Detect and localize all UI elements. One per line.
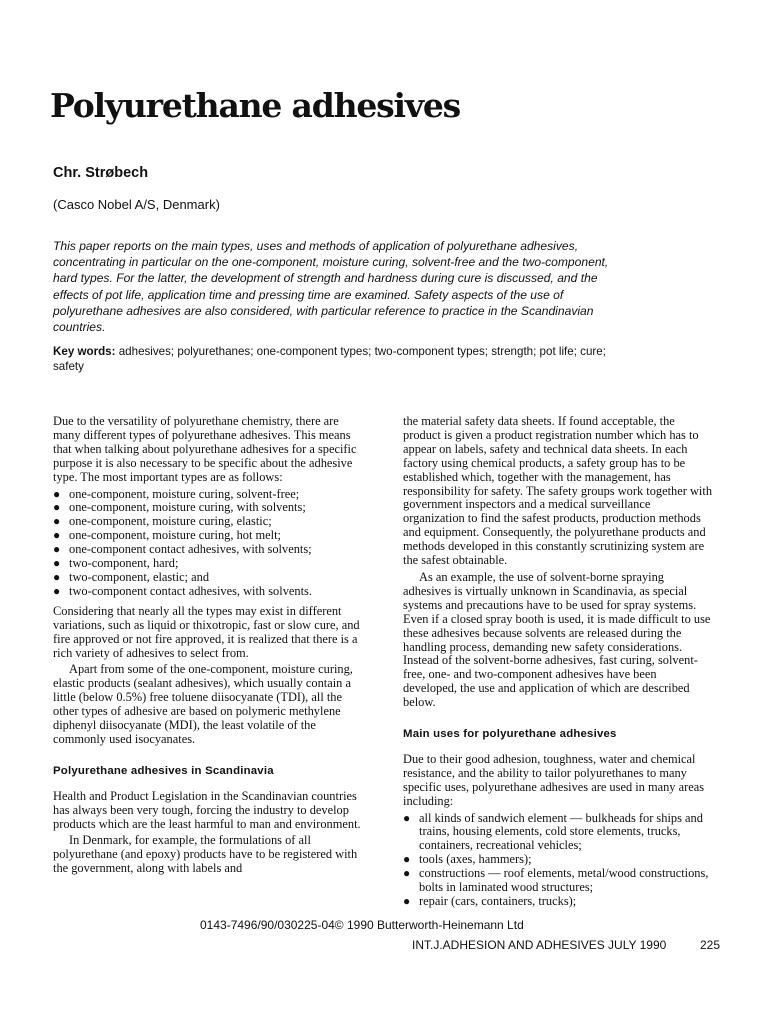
list-item: ● one-component, moisture curing, elastic; xyxy=(53,514,272,529)
journal-footer: INT.J.ADHESION AND ADHESIVES JULY 1990 xyxy=(412,938,667,952)
body-paragraph: As an example, the use of solvent-borne spraying adhesives is virtually unknown in Scandinavia, as special systems and precautions have to be used for spray systems. Even if a closed spray booth is used, it is made difficult to use these adhesives because solvents are released during the handling process, demanding new safety considerations. Instead of the solvent-borne adhesives, fast curing, solvent-free, one- and two-component adhesives have been developed, the use and application of which are described below. xyxy=(403,569,711,710)
list-item: ● two-component, hard; xyxy=(53,556,179,571)
keywords-label: Key words: xyxy=(53,345,116,358)
bullet-icon: ● xyxy=(53,500,61,515)
section-heading: Polyurethane adhesives in Scandinavia xyxy=(53,764,274,777)
right-column xyxy=(403,415,713,915)
list-item: ● all kinds of sandwich element — bulkheads for ships and trains, housing elements, cold store elements, trucks, containers, recreational vehicles; xyxy=(403,810,703,853)
body-paragraph: Health and Product Legislation in the Scandinavian countries has always been very tough, forcing the industry to develop products which are the least harmful to man and environment. xyxy=(53,788,361,831)
page-number: 225 xyxy=(700,938,721,952)
section-heading: Main uses for polyurethane adhesives xyxy=(403,728,617,741)
list-item: ● tools (axes, hammers); xyxy=(403,852,532,867)
list-item: ● one-component, moisture curing, hot melt; xyxy=(53,528,281,543)
bullet-icon: ● xyxy=(403,810,411,825)
bullet-icon: ● xyxy=(53,542,61,557)
bullet-icon: ● xyxy=(403,866,411,881)
bullet-icon: ● xyxy=(403,894,411,908)
list-item: ● two-component, elastic; and xyxy=(53,569,210,584)
author-name: Chr. Strøbech xyxy=(53,165,149,181)
bullet-icon: ● xyxy=(53,528,61,543)
body-paragraph: Apart from some of the one-component, moisture curing, elastic products (sealant adhesives), which usually contain a little (below 0.5%) free toluene diisocyanate (TDI), all the other types of adhesive are based on polymeric methylene diphenyl diisocyanate (MDI), the least volatile of the commonly used isocyanates. xyxy=(53,662,353,746)
list-item: ● constructions — roof elements, metal/wood constructions, bolts in laminated wood structures; xyxy=(403,866,709,895)
keywords-text: adhesives; polyurethanes; one-component types; two-component types; strength; pot life; cure; safety xyxy=(53,345,606,373)
author-affiliation: (Casco Nobel A/S, Denmark) xyxy=(53,197,220,212)
abstract: This paper reports on the main types, uses and methods of application of polyurethane adhesives, concentrating in particular on the one-component, moisture curing, solvent-free and the two-component, hard types. For the latter, the development of strength and hardness during cure is discussed, and the effects of pot life, application time and pressing time are examined. Safety aspects of the use of polyurethane adhesives are also considered, with particular reference to practice in the Scandinavian countries. xyxy=(53,239,609,335)
paper-title: Polyurethane adhesives xyxy=(50,86,461,125)
keywords xyxy=(53,344,613,374)
body-paragraph: the material safety data sheets. If found acceptable, the product is given a product registration number which has to appear on labels, safety and technical data sheets. In each factory using chemical products, a safety group has to be established which, together with the management, has responsibility for safety. The safety groups work together with government inspectors and a medical surveillance organization to find the safest products, production methods and equipment. Consequently, the polyurethane products and methods developed in this constantly scrutinizing system are the safest obtainable. xyxy=(403,414,713,568)
list-item: ● two-component contact adhesives, with solvents. xyxy=(53,583,312,598)
list-item: ● one-component, moisture curing, with solvents; xyxy=(53,500,306,515)
list-item: ● one-component contact adhesives, with solvents; xyxy=(53,542,312,557)
body-paragraph: Due to their good adhesion, toughness, water and chemical resistance, and the ability to tailor polyurethanes to many specific uses, polyurethane adhesives are used in many areas including: xyxy=(403,751,705,808)
bullet-icon: ● xyxy=(53,486,61,501)
body-paragraph: Considering that nearly all the types may exist in different variations, such as liquid or thixotropic, fast or slow cure, and fire approved or not fire approved, it is realized that there is a rich variety of adhesives to select from. xyxy=(53,603,360,660)
list-item: ● one-component, moisture curing, solvent-free; xyxy=(53,486,300,501)
bullet-icon: ● xyxy=(53,556,61,571)
adhesive-types-list xyxy=(53,488,363,599)
bullet-icon: ● xyxy=(53,583,61,598)
list-item: ● repair (cars, containers, trucks); xyxy=(403,894,577,908)
body-paragraph: In Denmark, for example, the formulations of all polyurethane (and epoxy) products have to be registered with the government, along with labels and xyxy=(53,833,358,876)
bullet-icon: ● xyxy=(53,569,61,584)
uses-list xyxy=(403,812,713,909)
left-column xyxy=(53,415,363,879)
bullet-icon: ● xyxy=(53,514,61,529)
copyright-line: 0143-7496/90/030225-04© 1990 Butterworth-Heinemann Ltd xyxy=(200,918,524,932)
bullet-icon: ● xyxy=(403,852,411,867)
intro-paragraph: Due to the versatility of polyurethane chemistry, there are many different types of polyurethane adhesives. This means that when talking about polyurethane adhesives for a specific purpose it is also necessary to be specific about the adhesive type. The most important types are as follows: xyxy=(53,414,357,484)
